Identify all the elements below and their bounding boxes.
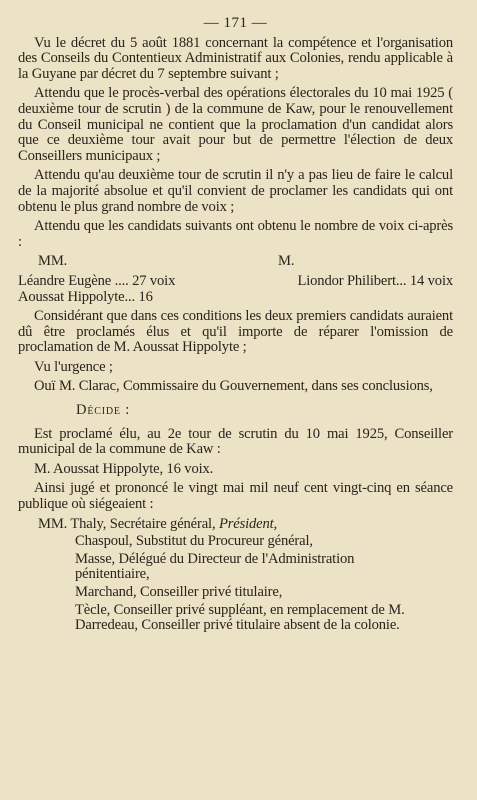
members-list: [18, 517, 453, 634]
candidate-entry: Léandre Eugène .... 27 voix: [18, 272, 176, 289]
candidates-header-right: M.: [278, 253, 295, 270]
member-entry: Tècle, Conseiller privé suppléant, en remplacement de M. Darredeau, Conseiller privé titulaire absent de la colonie.: [75, 601, 405, 634]
paragraph-proclamation: Est proclamé élu, au 2e tour de scrutin du 10 mai 1925, Conseiller municipal de la commune de Kaw :: [18, 425, 453, 458]
paragraph-decree-reference: Vu le décret du 5 août 1881 concernant la compétence et l'organisation des Conseils du Contentieux Administratif aux Colonies, rendu applicable à la Guyane par décret du 7 septembre suivant ;: [18, 34, 453, 82]
paragraph-urgency: Vu l'urgence ;: [34, 358, 113, 375]
member-entry: [18, 517, 453, 533]
paragraph-proces-verbal: Attendu que le procès-verbal des opérations électorales du 10 mai 1925 ( deuxième tour de scrutin ) de la commune de Kaw, pour le renouvellement du Conseil municipal ne contient que la proclamation d'un candidat alors que ce deuxième tour avait pour but de permettre l'élection de deux Conseillers municipaux ;: [18, 85, 453, 164]
member-entry: Marchand, Conseiller privé titulaire,: [75, 584, 283, 600]
paragraph-commissioner: Ouï M. Clarac, Commissaire du Gouvernement, dans ses conclusions,: [34, 378, 433, 395]
decision-heading: Décide :: [76, 402, 131, 419]
member-title: Président,: [218, 515, 278, 532]
candidates-header: [18, 254, 453, 270]
candidates-header-left: MM.: [38, 253, 68, 270]
member-text: MM. Thaly, Secrétaire général,: [38, 515, 219, 532]
candidate-row: [18, 290, 453, 306]
candidate-row: [18, 274, 453, 290]
paragraph-considering: Considérant que dans ces conditions les deux premiers candidats auraient dû être proclamés élus et qu'il importe de réparer l'omission de proclamation de M. Aoussat Hippolyte ;: [18, 308, 453, 356]
paragraph-judgment: Ainsi jugé et prononcé le vingt mai mil neuf cent vingt-cinq en séance publique où siégeaient :: [18, 480, 453, 513]
candidate-entry: Aoussat Hippolyte... 16: [18, 288, 153, 305]
member-entry: Masse, Délégué du Directeur de l'Administration pénitentiaire,: [75, 550, 355, 583]
paragraph-elected-name: M. Aoussat Hippolyte, 16 voix.: [34, 460, 214, 477]
candidate-entry: Liondor Philibert... 14 voix: [297, 272, 453, 289]
paragraph-second-round: Attendu qu'au deuxième tour de scrutin il n'y a pas lieu de faire le calcul de la majorité absolue et qu'il convient de proclamer les candidats qui ont obtenu le plus grand nombre de voix ;: [18, 167, 453, 215]
page-number: — 171 —: [203, 15, 268, 31]
paragraph-candidates-intro: Attendu que les candidats suivants ont obtenu le nombre de voix ci-après :: [18, 218, 453, 250]
member-entry: Chaspoul, Substitut du Procureur général,: [75, 533, 313, 550]
